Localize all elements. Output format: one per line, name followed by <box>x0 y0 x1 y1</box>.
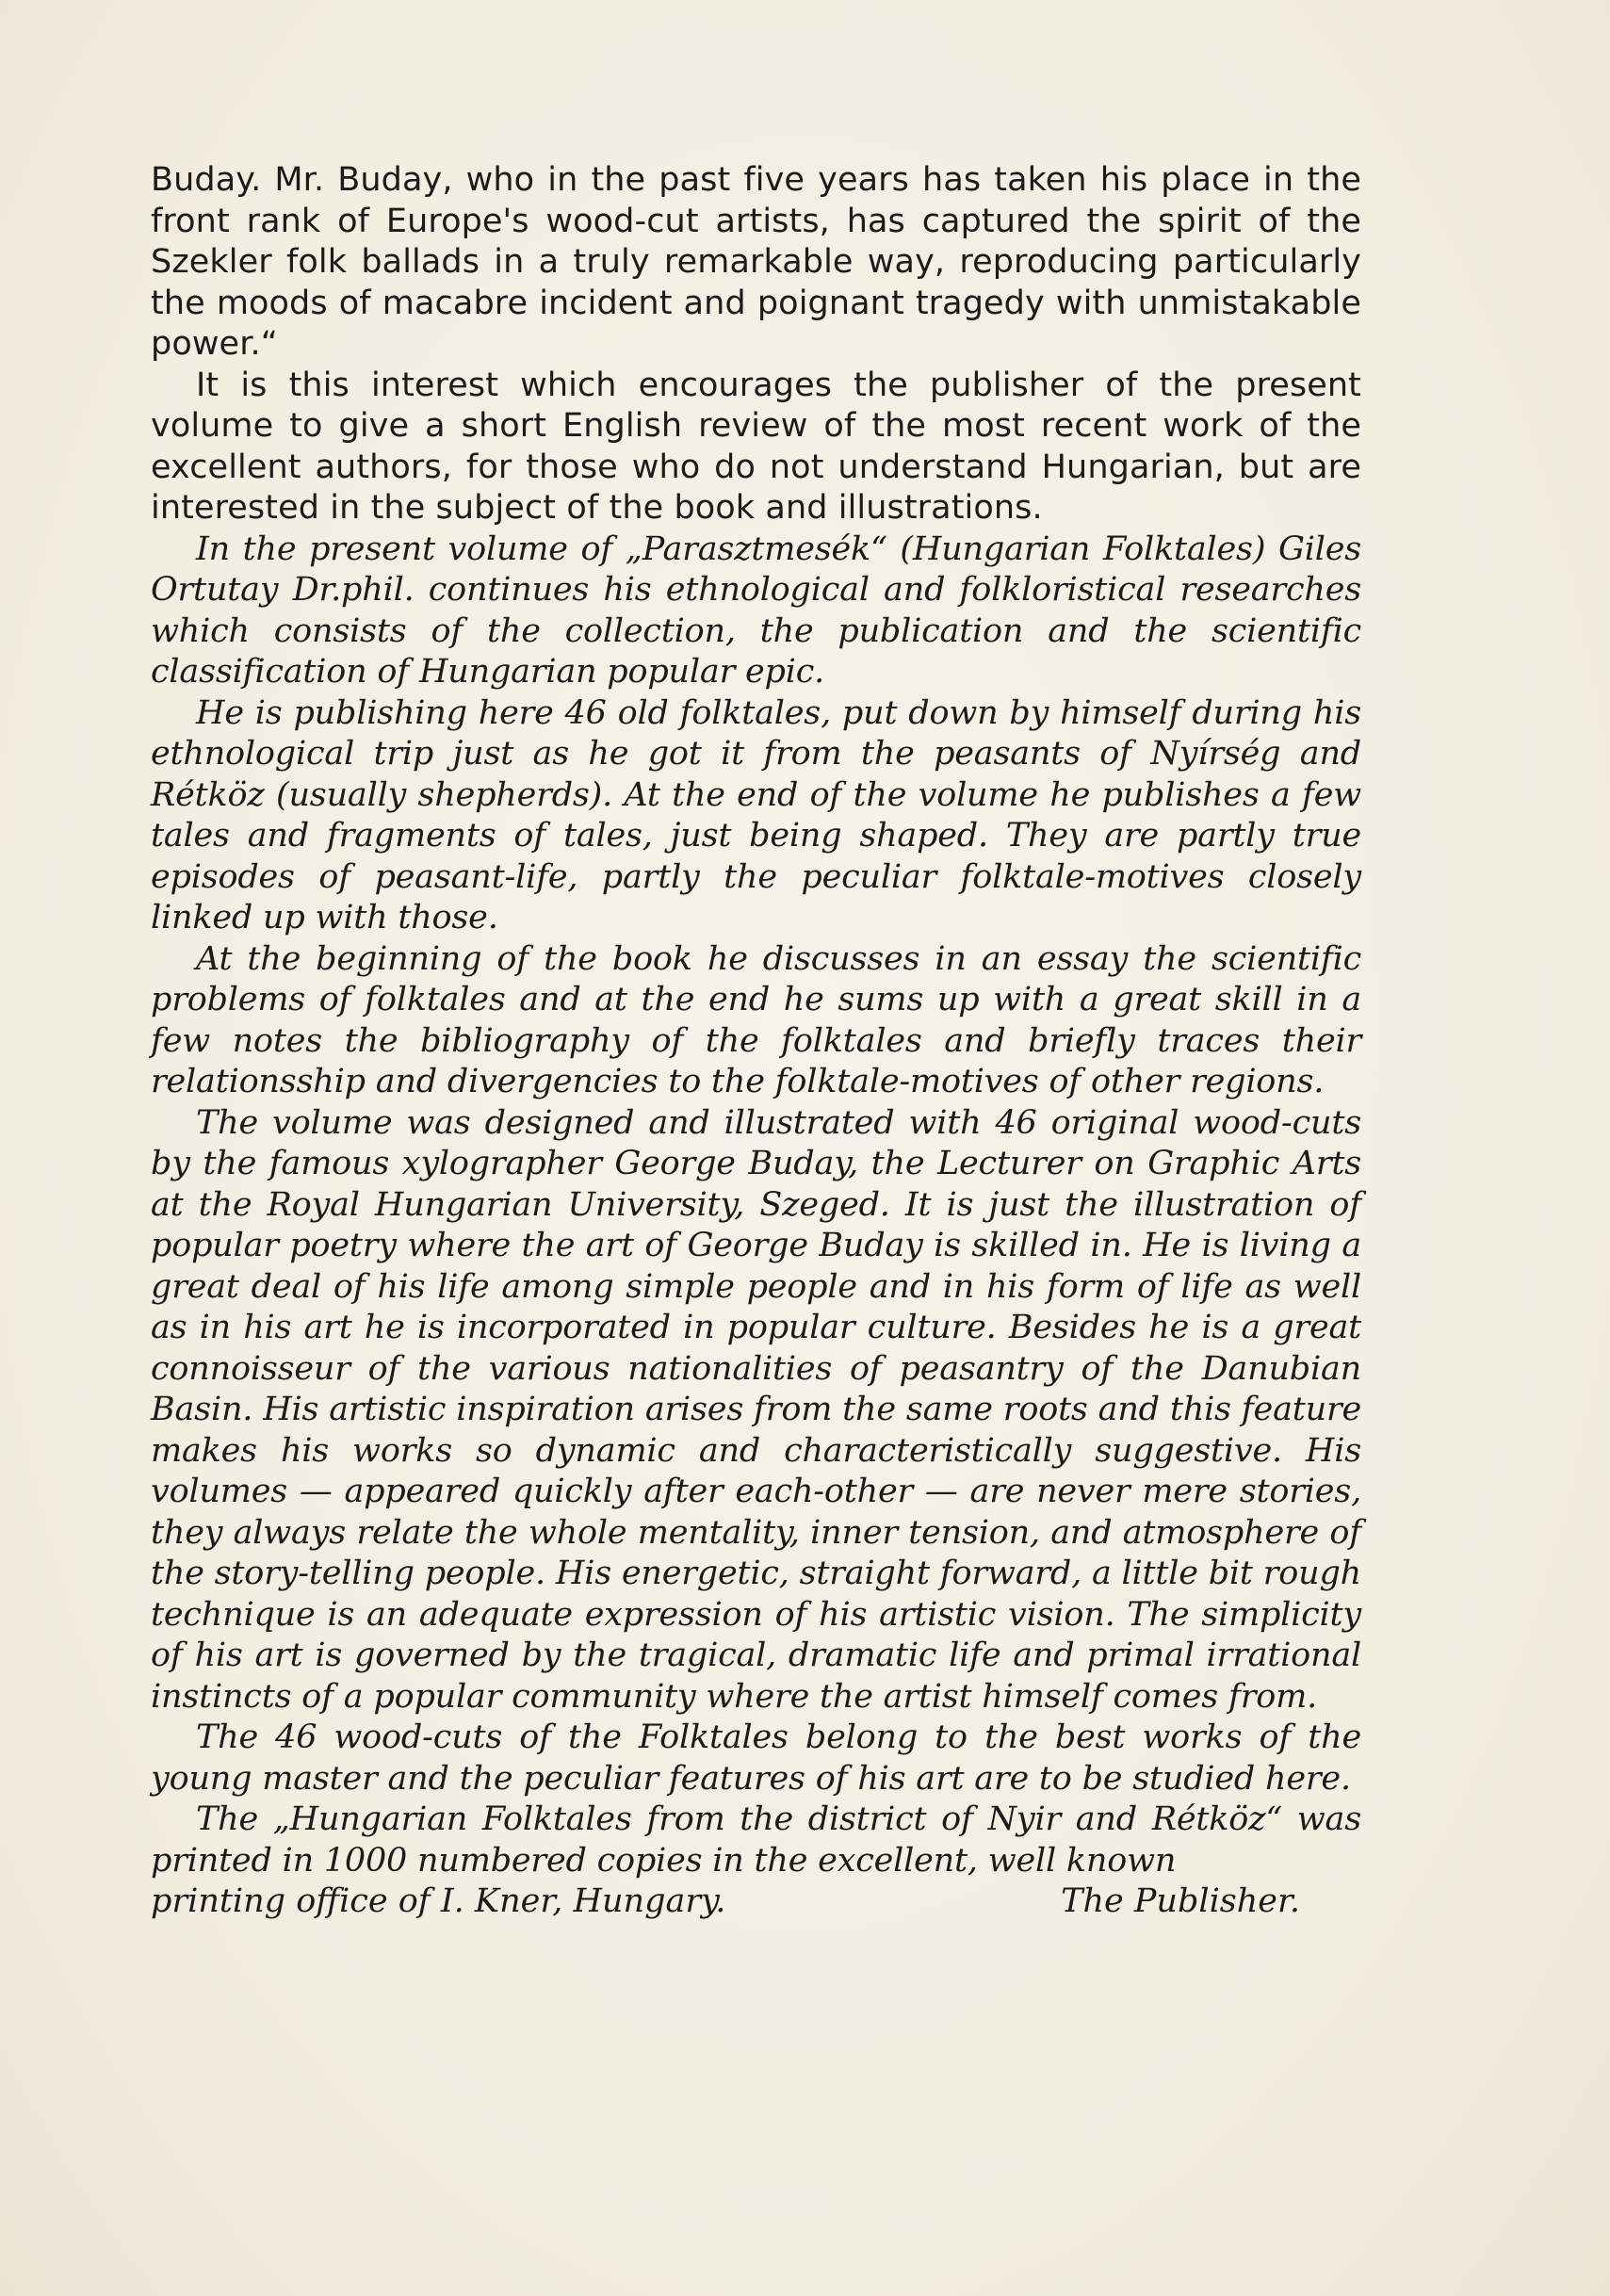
paragraph-3: In the present volume of „Parasztmesék“ (Hungarian Folktales) Giles Ortutay Dr.phil. continues his ethnological and folkloristical researches which consists of the collection, the publication and the scientific classification of Hungarian popular epic. <box>151 529 1361 691</box>
paragraph-4: He is publishing here 46 old folktales, put down by himself during his ethnological trip just as he got it from the peasants of Nyírség and Rétköz (usually shepherds). At the end of the volume he publishes a few tales and fragments of tales, just being shaped. They are partly true episodes of peasant-life, partly the peculiar folktale-motives closely linked up with those. <box>151 693 1361 936</box>
paragraph-6: The volume was designed and illustrated with 46 original wood-cuts by the famous xylographer George Buday, the Lecturer on Graphic Arts at the Royal Hungarian University, Szeged. It is just the illustration of popular poetry where the art of George Buday is skilled in. He is living a great deal of his life among simple people and in his form of life as well as in his art he is incorporated in popular culture. Besides he is a great connoisseur of the various nationalities of peasantry of the Danubian Basin. His artistic inspiration arises from the same roots and this feature makes his works so dynamic and characteristically suggestive. His volumes — appeared quickly after each-other — are never mere stories, they always relate the whole mentality, inner tension, and atmosphere of the story-telling people. His energetic, straight forward, a little bit rough technique is an adequate expression of his artistic vision. The simplicity of his art is governed by the tragical, dramatic life and primal irrational instincts of a popular community where the artist himself comes from. <box>151 1103 1361 1716</box>
paragraph-7: The 46 wood-cuts of the Folktales belong to the best works of the young master and the peculiar features of his art are to be studied here. <box>151 1718 1361 1798</box>
closing-line <box>151 1881 1361 1923</box>
paragraph-5: At the beginning of the book he discusses in an essay the scientific problems of folktales and at the end he sums up with a great skill in a few notes the bibliography of the folktales and briefly traces their relationsship and divergencies to the folktale-motives of other regions. <box>151 939 1361 1100</box>
paragraph-8: The „Hungarian Folktales from the district of Nyir and Rétköz“ was printed in 1000 numbered copies in the excellent, well known <box>151 1800 1361 1880</box>
paragraph-2: It is this interest which encourages the publisher of the present volume to give a short English review of the most recent work of the excellent authors, for those who do not understand Hungarian, but are interested in the subject of the book and illustrations. <box>151 366 1361 527</box>
document-text <box>151 160 1361 1923</box>
paragraph-1: Buday. Mr. Buday, who in the past five years has taken his place in the front rank of Europe's wood-cut artists, has captured the spirit of the Szekler folk ballads in a truly remarkable way, reproducing particularly the moods of macabre incident and poignant tragedy with unmistakable power.“ <box>151 161 1361 363</box>
publisher-signature: The Publisher. <box>1061 1882 1300 1920</box>
closing-text: printing office of I. Kner, Hungary. <box>151 1882 726 1920</box>
